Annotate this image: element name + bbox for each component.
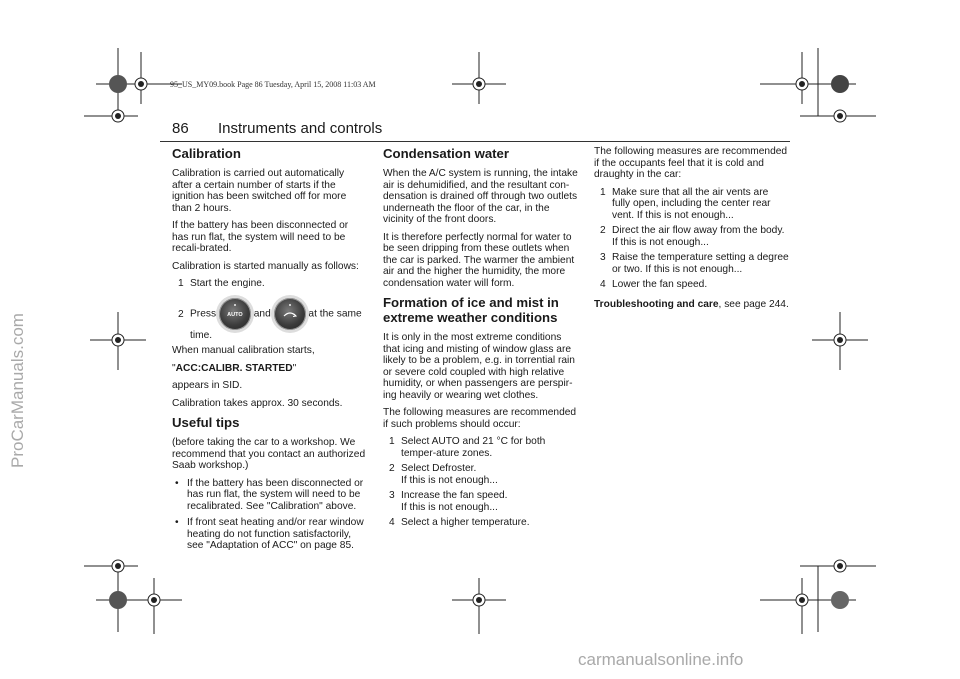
paragraph: If the battery has been disconnected or has run flat, the system will need to be recali-brated. <box>172 220 349 254</box>
bullet-item: • If the battery has been disconnected or has run flat, the system will need to be recalibrated. See "Calibration" above. <box>175 477 364 512</box>
watermark-bottom: carmanualsonline.info <box>578 650 744 669</box>
page-number: 86 <box>172 120 189 137</box>
paragraph: It is therefore perfectly normal for water to be seen dripping from these outlets when the car is parked. The warmer the ambient air and the higher the humidity, the more condensation water will form. <box>383 231 575 289</box>
calibration-heading: Calibration <box>172 146 241 161</box>
step-item: 2 Direct the air flow away from the body. If this is not enough... <box>600 225 785 248</box>
sid-message: "ACC:CALIBR. STARTED" <box>172 362 297 374</box>
paragraph: (before taking the car to a workshop. We recommend that you contact an authorized Saab workshop.) <box>172 437 366 471</box>
step-item: 4 Lower the fan speed. <box>600 279 708 290</box>
paragraph: The following measures are recommended if the occupants feel that it is cold and draughty in the car: <box>594 146 788 180</box>
paragraph: Calibration takes approx. 30 seconds. <box>172 397 343 409</box>
step-item: 2 Press AUTO and at the same time. <box>172 298 367 342</box>
column-left <box>172 146 367 557</box>
file-info: 95_US_MY09.book Page 86 Tuesday, April 15, 2008 11:03 AM <box>170 80 376 89</box>
paragraph: When manual calibration starts, <box>172 345 315 356</box>
step-item: 1 Start the engine. <box>178 278 265 289</box>
paragraph: When the A/C system is running, the intake air is dehumidified, and the resultant con-densation is drained off through two outlets underneath the floor of the car, in the vicinity of the front doors. <box>383 168 578 225</box>
bullet-item: • If front seat heating and/or rear window heating do not function satisfactorily, see "Adaptation of ACC" on page 85. <box>175 517 364 551</box>
step-item: 2 Select Defroster. If this is not enough... <box>389 463 498 486</box>
step-item: 3 Raise the temperature setting a degree or two. If this is not enough... <box>600 252 789 275</box>
ice-mist-heading: Formation of ice and mist in extreme weather conditions <box>383 295 559 325</box>
paragraph: It is only in the most extreme conditions that icing and misting of window glass are likely to be a problem, e.g. in torrential rain or severe cold coupled with high relative humidity, or when passengers are perspir-ing heavily or wearing wet clothes. <box>383 332 575 401</box>
step-item: 4 Select a higher temperature. <box>389 517 530 528</box>
paragraph: Calibration is started manually as follows: <box>172 260 359 272</box>
auto-button-icon: AUTO <box>219 298 251 330</box>
step-item: 1 Make sure that all the air vents are fully open, including the center rear vent. If this is not enough... <box>600 186 771 221</box>
chapter-title: Instruments and controls <box>218 120 383 137</box>
useful-tips-heading: Useful tips <box>172 415 240 430</box>
watermark-left: ProCarManuals.com <box>8 313 27 468</box>
recirculation-button-icon <box>274 298 306 330</box>
paragraph: The following measures are recommended if such problems should occur: <box>383 407 577 430</box>
step-item: 3 Increase the fan speed. If this is not enough... <box>389 490 508 513</box>
troubleshooting-reference: Troubleshooting and care, see page 244. <box>594 298 789 310</box>
paragraph: Calibration is carried out automatically after a certain number of starts if the ignition has been switched off for more than 2 hours. <box>172 168 347 214</box>
header-rule <box>160 141 790 142</box>
step-item: 1 Select AUTO and 21 °C for both temper-ature zones. <box>389 436 546 459</box>
column-right <box>594 146 789 316</box>
paragraph: appears in SID. <box>172 380 243 391</box>
condensation-heading: Condensation water <box>383 146 510 161</box>
column-middle <box>383 146 578 533</box>
